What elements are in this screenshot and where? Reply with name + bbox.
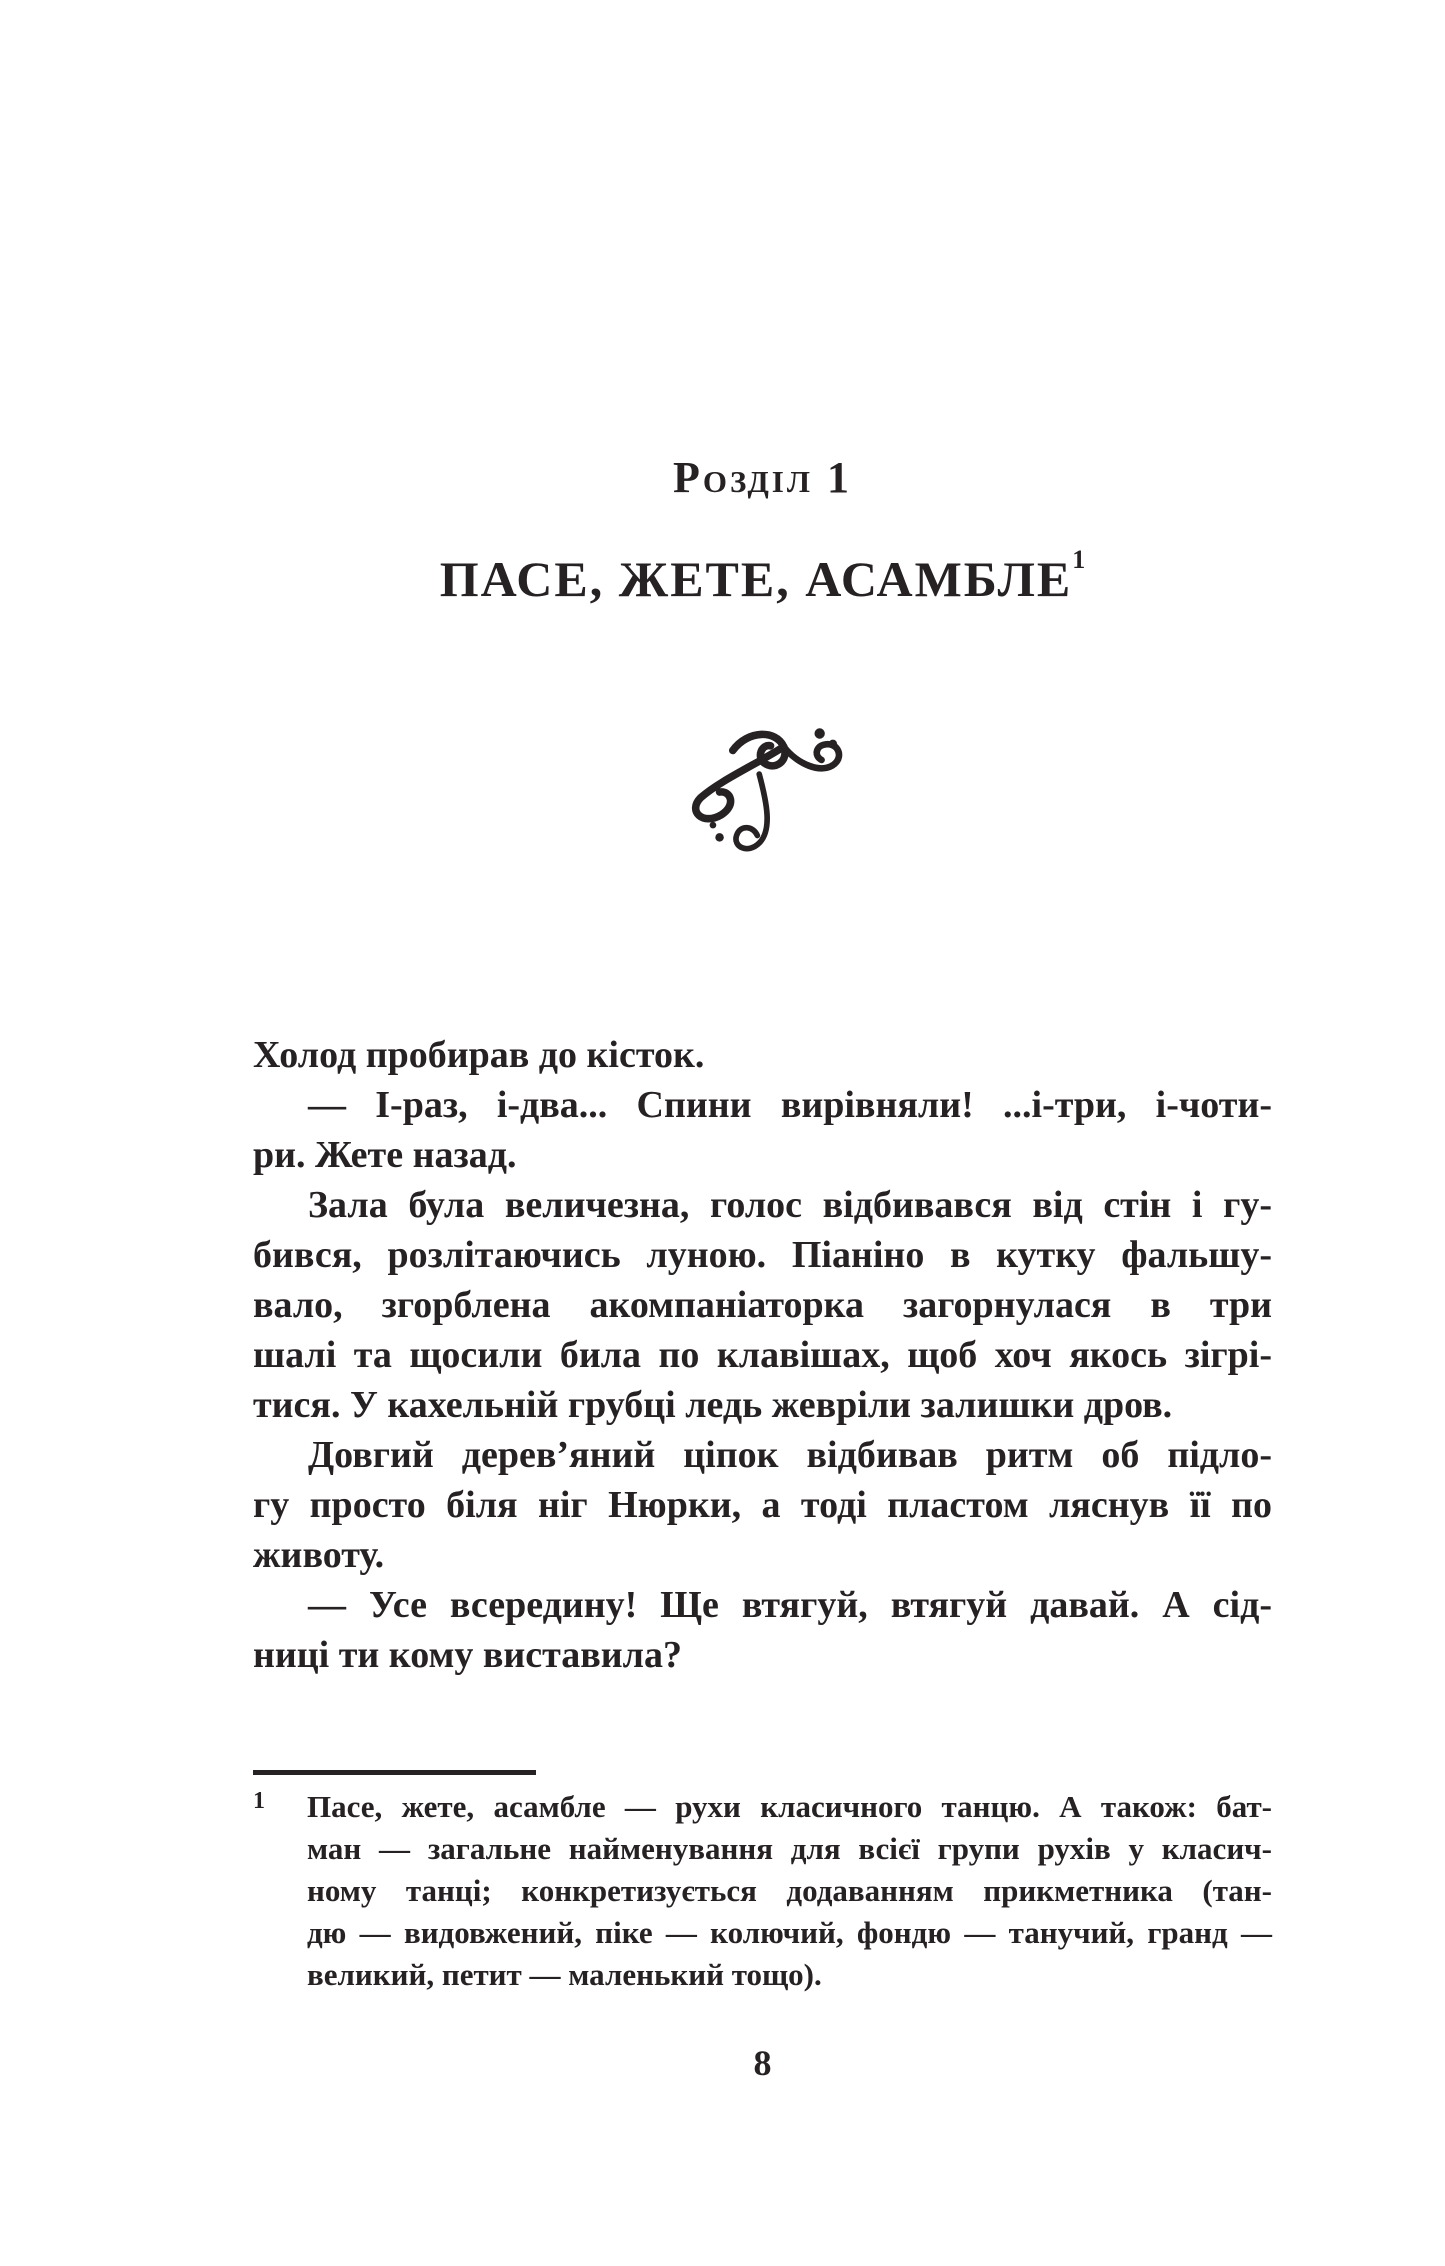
text-line: — Усе всередину! Ще втягуй, втягуй давай. А сід- bbox=[308, 1584, 1272, 1626]
paragraph bbox=[253, 1030, 1272, 1080]
paragraph bbox=[253, 1180, 1272, 1430]
text-line: Довгий дерев’яний ціпок відбивав ритм об підло- bbox=[308, 1434, 1272, 1476]
text-line: великий, петит — маленький тощо). bbox=[307, 1957, 822, 1992]
text-line: тися. У кахельній грубці ледь жевріли залишки дров. bbox=[253, 1384, 1173, 1426]
text-line: гу просто біля ніг Нюрки, а тоді пластом ляснув її по bbox=[253, 1484, 1272, 1526]
chapter-label: Розділ 1 bbox=[673, 453, 852, 502]
text-line: ниці ти кому виставила? bbox=[253, 1634, 683, 1676]
footnote-reference: 1 bbox=[1072, 545, 1086, 574]
paragraph bbox=[253, 1580, 1272, 1680]
footnote bbox=[253, 1786, 1272, 1996]
ornament-container bbox=[253, 718, 1272, 873]
text-line: ному танці; конкретизується додаванням прикметника (тан- bbox=[307, 1873, 1272, 1908]
footnote-lines bbox=[307, 1786, 1272, 1996]
text-line: вало, згорблена акомпаніаторка загорнулася в три bbox=[253, 1284, 1272, 1326]
chapter-title-text: ПАСЕ, ЖЕТЕ, АСАМБЛЕ bbox=[439, 551, 1073, 607]
text-line: Зала була величезна, голос відбивався від стін і гу- bbox=[308, 1184, 1272, 1226]
text-line: бився, розлітаючись луною. Піаніно в кутку фальшу- bbox=[253, 1234, 1272, 1276]
text-line: Пасе, жете, асамбле — рухи класичного танцю. А також: бат- bbox=[307, 1789, 1272, 1824]
text-line: — І-раз, і-два... Спини вирівняли! ...і-три, і-чоти- bbox=[308, 1084, 1272, 1126]
calligraphic-flourish-icon bbox=[678, 718, 848, 868]
body-text bbox=[253, 1030, 1272, 1680]
text-line: ман — загальне найменування для всієї групи рухів у класич- bbox=[307, 1831, 1272, 1866]
text-line: Холод пробирав до кісток. bbox=[253, 1034, 705, 1076]
footnote-marker: 1 bbox=[253, 1788, 265, 1814]
page-number: 8 bbox=[753, 2043, 772, 2083]
text-line: ри. Жете назад. bbox=[253, 1134, 517, 1176]
chapter-title bbox=[253, 545, 1272, 608]
text-line: шалі та щосили била по клавішах, щоб хоч якось зігрі- bbox=[253, 1334, 1272, 1376]
paragraph bbox=[253, 1080, 1272, 1180]
footnote-divider bbox=[253, 1770, 536, 1775]
text-line: дю — видовжений, піке — колючий, фондю — танучий, гранд — bbox=[307, 1915, 1272, 1950]
text-line: животу. bbox=[253, 1534, 385, 1576]
paragraph bbox=[253, 1430, 1272, 1580]
